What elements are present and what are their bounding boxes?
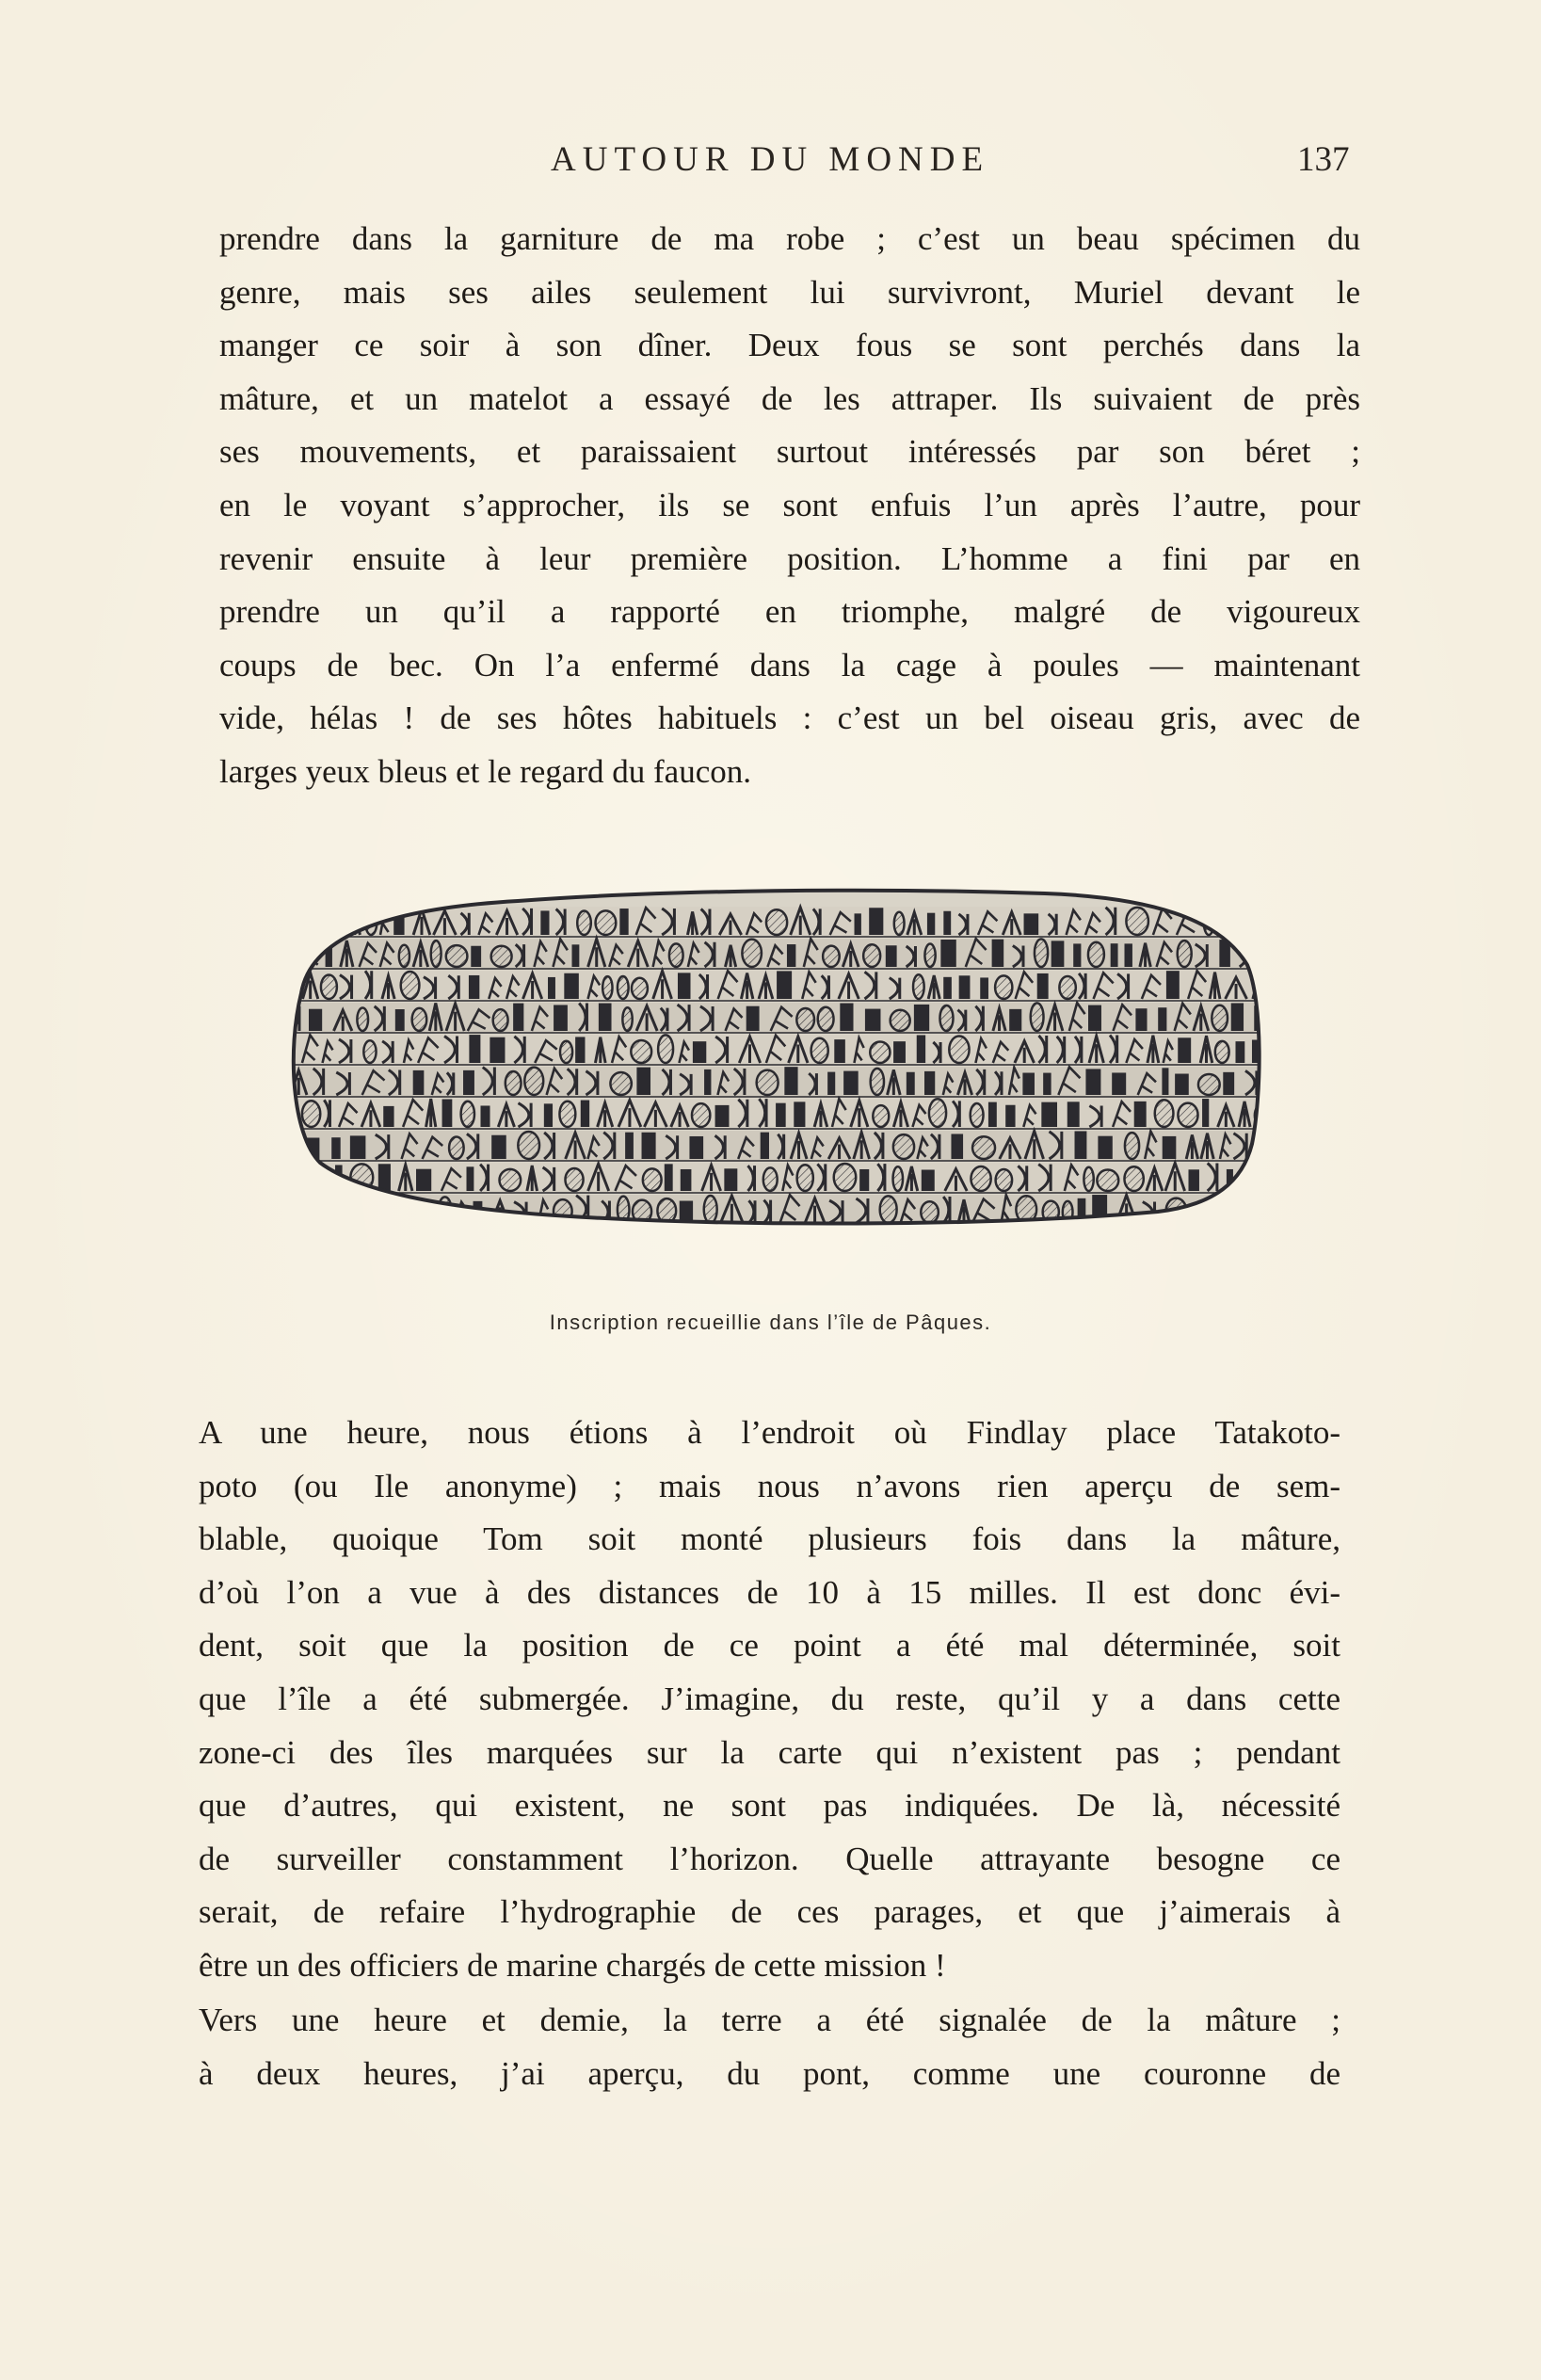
text-line: en le voyant s’approcher, ils se sont enfuis l’un après l’autre, pour [219,486,1360,523]
running-head [0,139,1541,186]
text-line: prendre dans la garniture de ma robe ; c’est un beau spécimen du [219,220,1360,257]
text-line: mâture, et un matelot a essayé de les attraper. Ils suivaient de près [219,379,1360,417]
text-line: A une heure, nous étions à l’endroit où Findlay place Tatakoto- [199,1414,1340,1451]
text-line: vide, hélas ! de ses hôtes habituels : c’est un bel oiseau gris, avec de [219,700,1360,737]
paragraph-3 [199,1994,1340,2100]
text-line: zone-ci des îles marquées sur la carte qui n’existent pas ; pendant [199,1733,1340,1771]
tablet-illustration [273,880,1271,1229]
text-line: de surveiller constamment l’horizon. Quelle attrayante besogne ce [199,1840,1340,1877]
text-line: ses mouvements, et paraissaient surtout intéressés par son béret ; [219,433,1360,471]
figure-caption: Inscription recueillie dans l’île de Pâques. [549,1311,992,1334]
rongorongo-tablet-drawing [273,880,1271,1229]
text-line: prendre un qu’il a rapporté en triomphe, malgré de vigoureux [219,593,1360,631]
paragraph-1 [219,213,1360,799]
text-line: dent, soit que la position de ce point a été mal déterminée, soit [199,1627,1340,1664]
text-line: manger ce soir à son dîner. Deux fous se sont perchés dans la [219,327,1360,364]
text-line: que l’île a été submergée. J’imagine, du reste, qu’il y a dans cette [199,1680,1340,1717]
page-number: 137 [1297,140,1350,179]
running-title: AUTOUR DU MONDE [551,140,990,179]
text-line: coups de bec. On l’a enfermé dans la cage à poules — maintenant [219,646,1360,683]
text-line: revenir ensuite à leur première position. L’homme a fini par en [219,539,1360,577]
text-line: genre, mais ses ailes seulement lui survivront, Muriel devant le [219,273,1360,311]
text-line: à deux heures, j’ai aperçu, du pont, comme une couronne de [199,2054,1340,2092]
text-line: d’où l’on a vue à des distances de 10 à 15 milles. Il est donc évi- [199,1573,1340,1611]
text-line: larges yeux bleus et le regard du faucon. [219,752,751,790]
text-line: serait, de refaire l’hydrographie de ces parages, et que j’aimerais à [199,1893,1340,1931]
text-line: être un des officiers de marine chargés de cette mission ! [199,1946,946,1984]
text-line: que d’autres, qui existent, ne sont pas indiquées. De là, nécessité [199,1787,1340,1825]
text-line: blable, quoique Tom soit monté plusieurs fois dans la mâture, [199,1520,1340,1558]
text-line: Vers une heure et demie, la terre a été signalée de la mâture ; [199,2002,1340,2038]
paragraph-2 [199,1407,1340,1993]
text-line: poto (ou Ile anonyme) ; mais nous n’avons rien aperçu de sem- [199,1467,1340,1504]
